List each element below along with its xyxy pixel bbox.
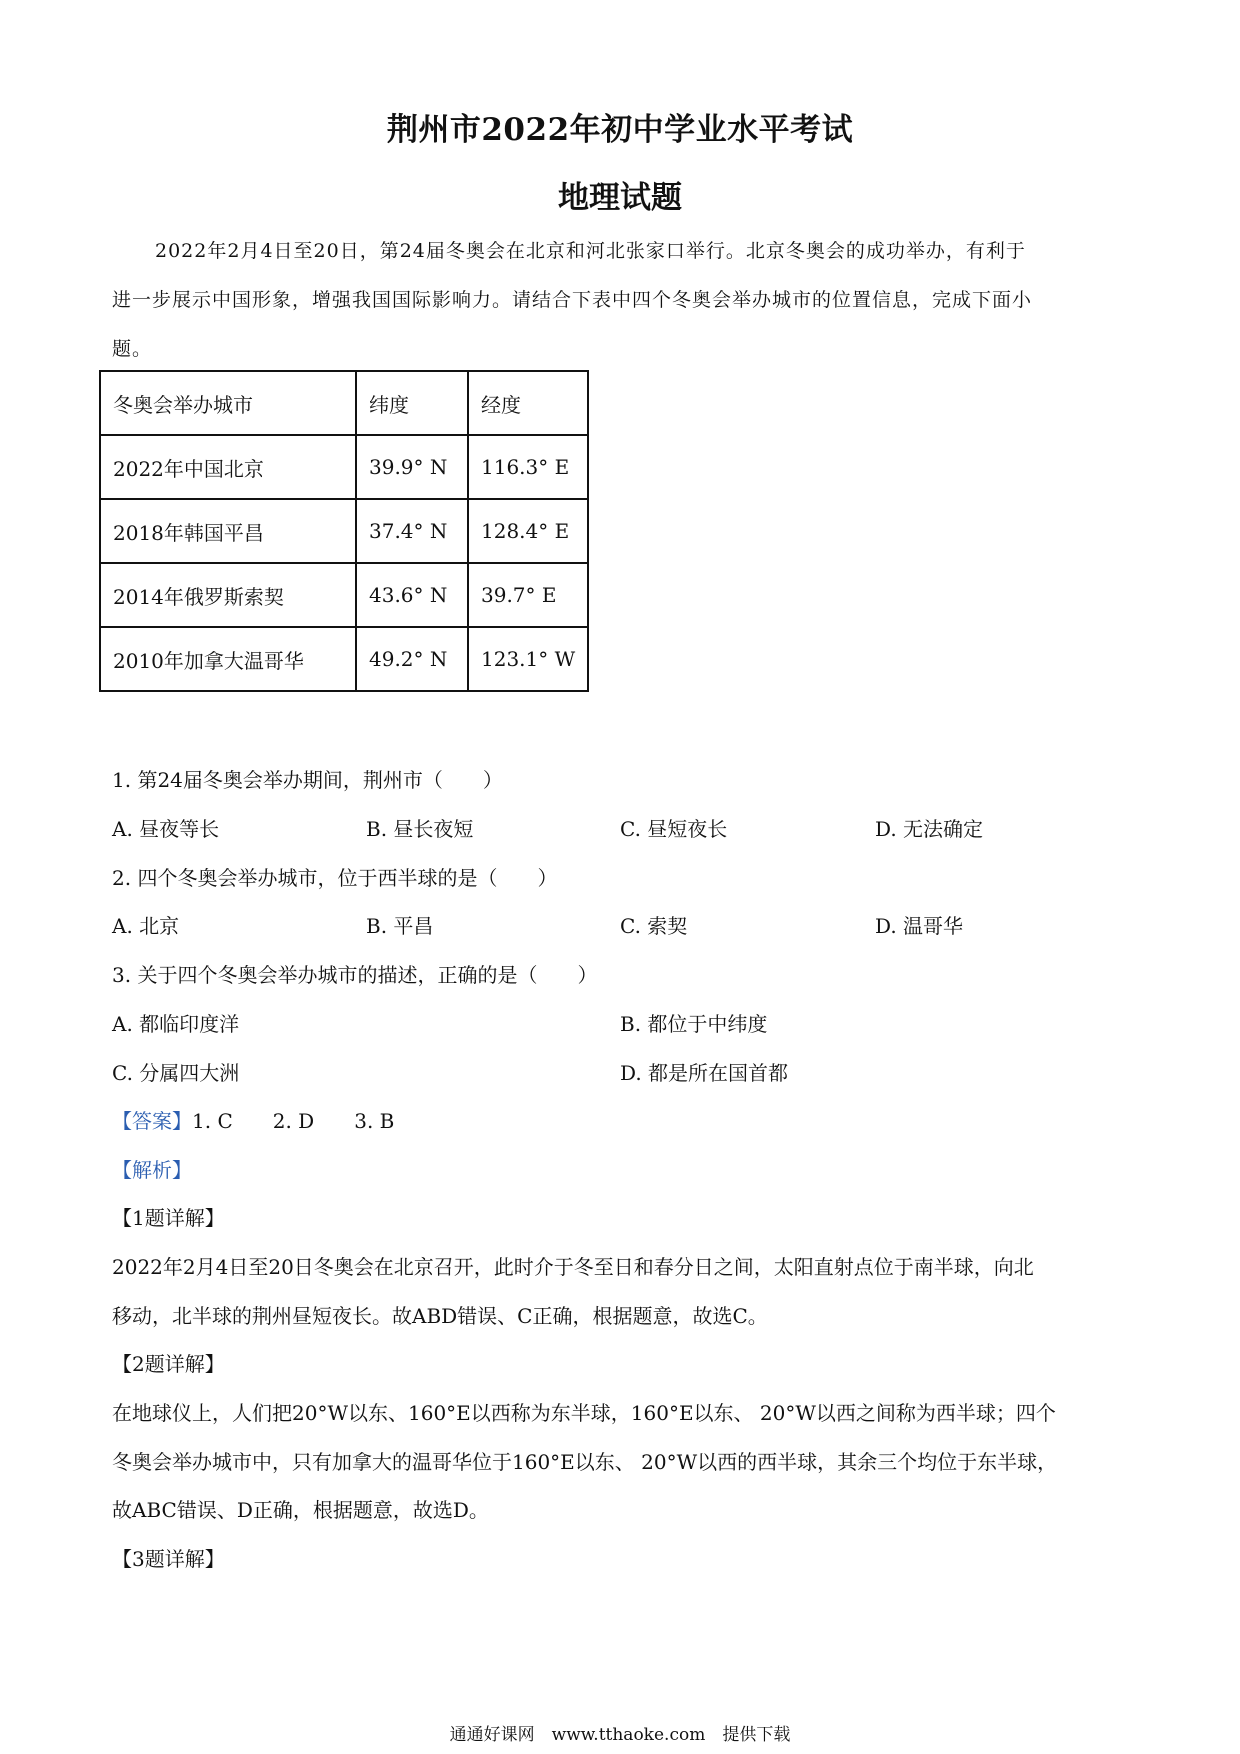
table-cell: 39.7° E <box>468 563 588 627</box>
answer-line <box>112 1105 394 1134</box>
analysis-heading-2: 【2题详解】 <box>112 1352 225 1376</box>
table-cell: 123.1° W <box>468 627 588 691</box>
question-2-option-b: B. 平昌 <box>366 914 434 938</box>
analysis-1-line-2: 移动，北半球的荆州昼短夜长。故ABD错误、C正确，根据题意，故选C。 <box>112 1304 768 1328</box>
intro-line-3: 题。 <box>112 338 153 360</box>
question-2-option-c: C. 索契 <box>620 914 688 938</box>
question-2-stem: 2. 四个冬奥会举办城市，位于西半球的是（ ） <box>112 866 558 890</box>
table-cell: 2010年加拿大温哥华 <box>100 627 356 691</box>
table-row <box>100 435 588 499</box>
question-1-option-d: D. 无法确定 <box>875 817 984 841</box>
page-title: 荆州市2022年初中学业水平考试 <box>386 112 854 148</box>
question-1-option-c: C. 昼短夜长 <box>620 817 728 841</box>
question-1-option-b: B. 昼长夜短 <box>366 817 474 841</box>
analysis-label: 【解析】 <box>112 1158 192 1182</box>
question-1-stem: 1. 第24届冬奥会举办期间，荆州市（ ） <box>112 768 503 792</box>
table-cell: 37.4° N <box>356 499 468 563</box>
intro-line-2: 进一步展示中国形象，增强我国国际影响力。请结合下表中四个冬奥会举办城市的位置信息，完成下面小 <box>112 289 1033 311</box>
table-cell: 2022年中国北京 <box>100 435 356 499</box>
question-3-option-d: D. 都是所在国首都 <box>620 1061 789 1085</box>
analysis-2-line-1: 在地球仪上，人们把20°W以东、160°E以西称为东半球，160°E以东、 20°W以西之间称为西半球；四个 <box>112 1401 1056 1425</box>
table-row <box>100 499 588 563</box>
table-cell: 49.2° N <box>356 627 468 691</box>
host-cities-table <box>99 370 589 692</box>
question-2-option-a: A. 北京 <box>112 914 180 938</box>
table-cell: 39.9° N <box>356 435 468 499</box>
question-3-stem: 3. 关于四个冬奥会举办城市的描述，正确的是（ ） <box>112 963 598 987</box>
page-subtitle: 地理试题 <box>558 180 682 216</box>
answer-label: 【答案】 <box>112 1109 192 1133</box>
table-cell: 116.3° E <box>468 435 588 499</box>
table-cell: 2014年俄罗斯索契 <box>100 563 356 627</box>
footer-watermark: 通通好课网 www.tthaoke.com 提供下载 <box>449 1725 791 1745</box>
table-row <box>100 627 588 691</box>
table-cell: 43.6° N <box>356 563 468 627</box>
table-header-cell: 纬度 <box>356 371 468 435</box>
table-header-cell: 经度 <box>468 371 588 435</box>
table-cell: 128.4° E <box>468 499 588 563</box>
table-row <box>100 563 588 627</box>
table-cell: 2018年韩国平昌 <box>100 499 356 563</box>
analysis-heading-1: 【1题详解】 <box>112 1206 225 1230</box>
question-3-option-b: B. 都位于中纬度 <box>620 1012 768 1036</box>
analysis-2-line-2: 冬奥会举办城市中，只有加拿大的温哥华位于160°E以东、 20°W以西的西半球，其余三个均位于东半球， <box>112 1450 1058 1474</box>
analysis-1-line-1: 2022年2月4日至20日冬奥会在北京召开，此时介于冬至日和春分日之间，太阳直射点位于南半球，向北 <box>112 1255 1034 1279</box>
question-1-option-a: A. 昼夜等长 <box>112 817 220 841</box>
analysis-heading-3: 【3题详解】 <box>112 1547 225 1571</box>
question-3-option-a: A. 都临印度洋 <box>112 1012 240 1036</box>
analysis-2-line-3: 故ABC错误、D正确，根据题意，故选D。 <box>112 1498 489 1522</box>
answer-values: 1. C 2. D 3. B <box>192 1109 395 1133</box>
intro-line-1: 2022年2月4日至20日，第24届冬奥会在北京和河北张家口举行。北京冬奥会的成功举办，有利于 <box>155 240 1026 262</box>
table-header-cell: 冬奥会举办城市 <box>100 371 356 435</box>
question-3-option-c: C. 分属四大洲 <box>112 1061 240 1085</box>
table-header-row <box>100 371 588 435</box>
question-2-option-d: D. 温哥华 <box>875 914 964 938</box>
